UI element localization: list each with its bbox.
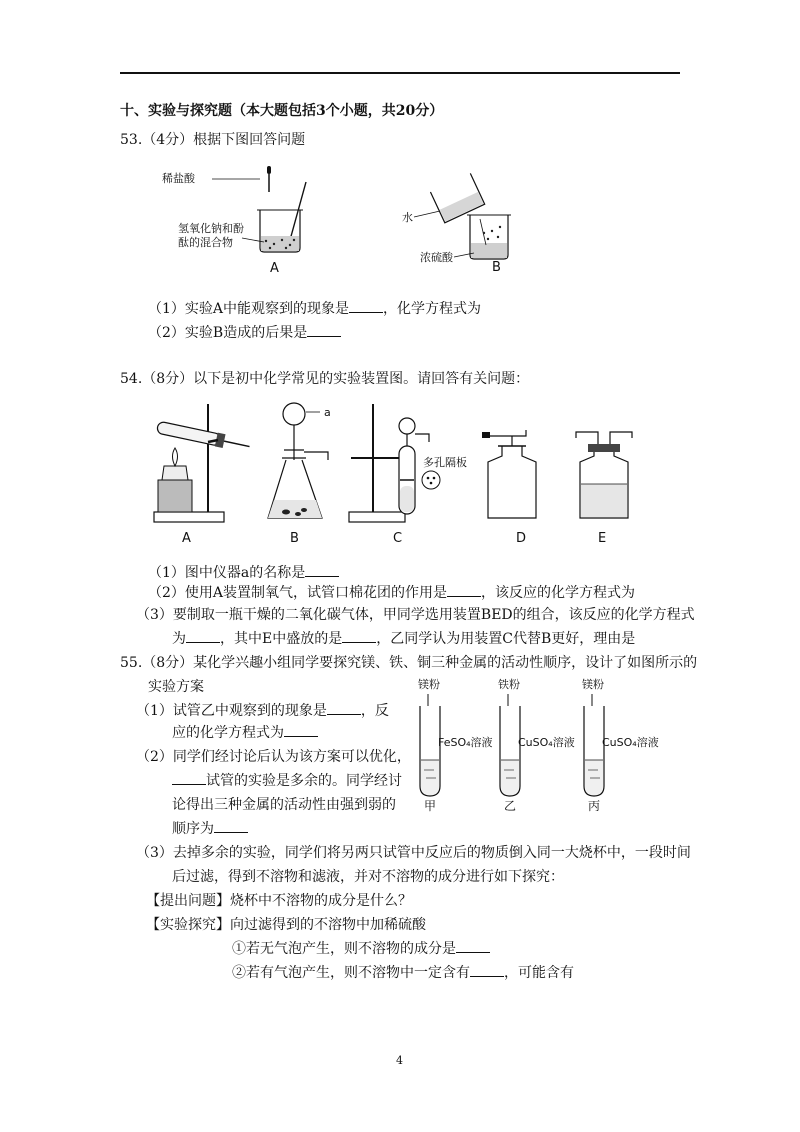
answer-blank[interactable]	[172, 772, 206, 785]
q54-sub3-line2: 为 ，其中E中盛放的是 ，乙同学认为用装置C代替B更好，理由是	[172, 631, 636, 647]
q54-label-plate: 多孔隔板	[423, 456, 467, 469]
answer-blank[interactable]	[327, 702, 361, 715]
q53-label-mix-2: 酞的混合物	[178, 236, 233, 249]
q54-apparatus-a	[150, 400, 260, 550]
tube-bing	[582, 677, 659, 813]
q53-sub2: （2）实验B造成的后果是	[148, 322, 341, 342]
top-rule	[120, 72, 680, 74]
q55-question-line: 【提出问题】烧杯中不溶物的成分是什么？	[146, 893, 412, 909]
answer-blank[interactable]	[284, 724, 318, 737]
tube-jia-caption: 甲	[424, 799, 437, 813]
q54-caption-b: B	[290, 531, 299, 546]
q53-caption-a: A	[270, 261, 279, 276]
q55-case1: ①若无气泡产生，则不溶物的成分是	[232, 938, 490, 958]
answer-blank[interactable]	[305, 564, 339, 577]
answer-blank[interactable]	[342, 630, 376, 643]
answer-blank[interactable]	[307, 324, 341, 337]
q55-stem-line2: 实验方案	[148, 679, 204, 695]
q54-sub1: （1）图中仪器a的名称是	[148, 562, 339, 582]
q54-caption-a: A	[182, 531, 191, 546]
q53-label-mix-1: 氢氧化钠和酚	[178, 222, 244, 235]
tube-bing-solution: CuSO₄溶液	[602, 736, 659, 749]
tube-yi-solution: CuSO₄溶液	[518, 736, 575, 749]
q55-case2: ②若有气泡产生，则不溶物中一定含有 ，可能含有	[232, 965, 574, 981]
q54-apparatus-e	[568, 400, 648, 550]
q55-sub2-line3: 论得出三种金属的活动性由强到弱的	[172, 797, 396, 813]
q53-stem: 53.（4分）根据下图回答问题	[120, 132, 306, 148]
q55-test-tubes	[410, 676, 660, 816]
q55-explore-line: 【实验探究】向过滤得到的不溶物中加稀硫酸	[146, 917, 426, 933]
q54-sub3: （3）要制取一瓶干燥的二氧化碳气体，甲同学选用装置BED的组合，该反应的化学方程式	[136, 607, 695, 623]
section-title: 十、实验与探究题（本大题包括3个小题，共20分）	[120, 103, 444, 119]
tube-jia-solution: FeSO₄溶液	[438, 736, 493, 749]
q55-sub1-line2: 应的化学方程式为	[172, 722, 318, 742]
tube-jia-top: 镁粉	[418, 678, 440, 691]
answer-blank[interactable]	[214, 820, 248, 833]
q55-sub1: （1）试管乙中观察到的现象是 ，反	[136, 703, 389, 719]
q54-apparatus-b	[262, 400, 352, 550]
q55-sub2-line2: 试管的实验是多余的。同学经讨	[172, 770, 402, 790]
q53-figure-a	[160, 160, 320, 280]
tube-yi-top: 铁粉	[498, 678, 520, 691]
answer-blank[interactable]	[349, 300, 383, 313]
q54-sub2: （2）使用A装置制氧气，试管口棉花团的作用是 ，该反应的化学方程式为	[148, 585, 636, 601]
q53-sub1: （1）实验A中能观察到的现象是 ，化学方程式为	[148, 301, 482, 317]
tube-bing-top: 镁粉	[582, 678, 604, 691]
q55-sub2-line4: 顺序为	[172, 818, 248, 838]
answer-blank[interactable]	[186, 630, 220, 643]
q54-apparatus-d	[476, 400, 556, 550]
q53-label-water: 水	[402, 211, 413, 224]
answer-blank[interactable]	[456, 940, 490, 953]
q53-label-acid: 浓硫酸	[420, 251, 453, 264]
q54-caption-c: C	[393, 531, 403, 546]
q54-caption-d: D	[516, 531, 527, 546]
q55-stem: 55.（8分）某化学兴趣小组同学要探究镁、铁、铜三种金属的活动性顺序，设计了如图所示的	[120, 655, 698, 671]
q54-apparatus-c	[345, 400, 467, 550]
q55-sub3: （3）去掉多余的实验，同学们将另两只试管中反应后的物质倒入同一大烧杯中，一段时间	[136, 845, 691, 861]
q54-label-a: a	[324, 406, 331, 419]
tube-bing-caption: 丙	[588, 799, 601, 813]
answer-blank[interactable]	[447, 584, 481, 597]
q53-caption-b: B	[492, 260, 501, 275]
tube-yi-caption: 乙	[504, 799, 517, 813]
q53-figure-b	[400, 175, 540, 275]
q54-stem: 54.（8分）以下是初中化学常见的实验装置图。请回答有关问题：	[120, 371, 530, 387]
q53-label-dropper: 稀盐酸	[162, 172, 195, 185]
q55-sub2: （2）同学们经讨论后认为该方案可以优化，	[136, 749, 411, 765]
q55-sub3-line2: 后过滤，得到不溶物和滤液，并对不溶物的成分进行如下探究：	[172, 869, 564, 885]
answer-blank[interactable]	[470, 964, 504, 977]
tube-yi	[498, 677, 575, 813]
tube-jia	[418, 677, 493, 813]
page-number: 4	[396, 1054, 403, 1067]
q54-caption-e: E	[598, 531, 607, 546]
